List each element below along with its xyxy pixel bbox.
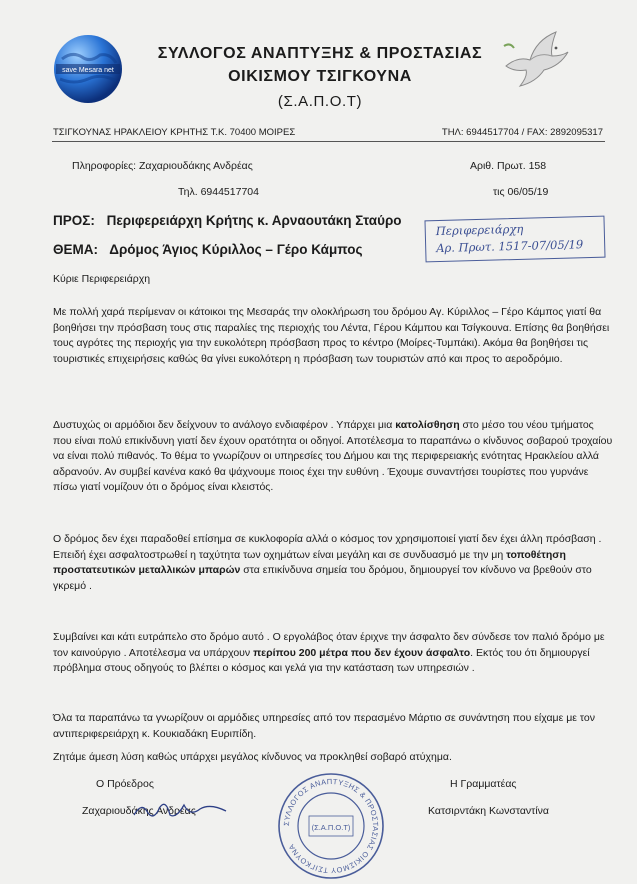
paragraph-6: Ζητάμε άμεση λύση καθώς υπάρχει μεγάλος κίνδυνος να προκληθεί σοβαρό ατύχημα.: [53, 751, 452, 763]
subject-text: Δρόμος Άγιος Κύριλλος – Γέρο Κάμπος: [109, 242, 363, 257]
recipient-label: ΠΡΟΣ:: [53, 213, 95, 228]
protocol-number: Αριθ. Πρωτ. 158: [470, 160, 547, 172]
recipient-line: [53, 213, 402, 228]
globe-logo-icon: [52, 33, 124, 105]
org-contact: ΤΗΛ: 6944517704 / FAX: 2892095317: [441, 127, 603, 138]
paragraph-4: Συμβαίνει και κάτι ευτράπελο στο δρόμο αυτό . Ο εργολάβος όταν έριχνε την άσφαλτο δεν σύνδεσε τον παλιό δρόμο με τον καινούργιο . Αποτέλεσμα να υπάρχουν περίπου 200 μέτρα που δεν έχουν άσφαλτο. Εκτός του ότι δημιουργεί πρόβλημα στους οδηγούς το βλέπει ο κόσμος και γελά για την κατάσταση των υπηρεσιών .: [53, 631, 605, 675]
paragraph-1: Με πολλή χαρά περίμεναν οι κάτοικοι της Μεσαράς την ολοκλήρωση του δρόμου Αγ. Κύριλλος – Γέρο Κάμπος γιατί θα βοηθήσει την πρόσβαση τους στις παραλίες της περιοχής του Λέντα, Γέρου Κάμπου και Τσίγκουνα. Επίσης θα βοηθήσει τους αγρότες της περιοχής για την ευκολότερη πρόσβαση προς το κέντρο (Μοίρες-Τυμπάκι). Ακόμα θα βοηθήσει τις τουριστικές επιχειρήσεις καθώς θα γίνει ευκολότερη η πρόσβαση των τουριστών από και προς το αεροδρόμιο.: [53, 306, 610, 365]
bold-unpaved: περίπου 200 μέτρα που δεν έχουν άσφαλτο: [253, 646, 471, 659]
letter-date: τις 06/05/19: [493, 186, 549, 198]
dove-logo-icon: [500, 26, 572, 92]
paragraph-5: Όλα τα παραπάνω τα γνωρίζουν οι αρμόδιες υπηρεσίες από τον περασμένο Μάρτιο σε συνάντηση που είχαμε με τον αντιπεριφερειάρχη κ. Κουκιαδάκη Ευριπίδη.: [53, 712, 595, 740]
handwritten-signature: [130, 797, 230, 823]
bold-landslide: κατολίσθηση: [395, 419, 460, 431]
org-address: ΤΣΙΓΚΟΥΝΑΣ ΗΡΑΚΛΕΙΟΥ ΚΡΗΤΗΣ Τ.Κ. 70400 ΜΟΙΡΕΣ: [53, 127, 296, 138]
secretary-name: Κατσιρντάκη Κωνσταντίνα: [428, 805, 549, 817]
org-name-line1: ΣΥΛΛΟΓΟΣ ΑΝΑΠΤΥΞΗΣ & ΠΡΟΣΤΑΣΙΑΣ: [157, 45, 483, 62]
org-name-line2: ΟΙΚΙΣΜΟΥ ΤΣΙΓΚΟΥΝΑ: [228, 68, 412, 85]
bold-barriers: τοποθέτηση προστατευτικών μεταλλικών μπαρών: [53, 548, 566, 577]
stamp-line1: Περιφερειάρχη: [435, 221, 524, 239]
info-contact: Πληροφορίες: Ζαχαριουδάκης Ανδρέας: [72, 160, 253, 172]
header-divider: [52, 141, 605, 142]
stamp-line2: Αρ. Πρωτ. 1517-07/05/19: [436, 237, 584, 256]
phone-number: Τηλ. 6944517704: [178, 186, 259, 198]
svg-text:save Mesara net: save Mesara net: [62, 67, 114, 74]
salutation: Κύριε Περιφερειάρχη: [53, 273, 151, 285]
president-title: Ο Πρόεδρος: [96, 778, 154, 790]
recipient-name: Περιφερειάρχη Κρήτης κ. Αρναουτάκη Σταύρο: [106, 213, 402, 228]
subject-line: [53, 242, 362, 257]
svg-text:ΣΥΛΛΟΓΟΣ ΑΝΑΠΤΥΞΗΣ & ΠΡΟΣΤΑΣΙΑ: ΣΥΛΛΟΓΟΣ ΑΝΑΠΤΥΞΗΣ & ΠΡΟΣΤΑΣΙΑΣ ΟΙΚΙΣΜΟΥ ΤΣΙΓΚΟΥΝΑ: [281, 776, 381, 876]
svg-text:(Σ.Α.Π.Ο.Τ): (Σ.Α.Π.Ο.Τ): [311, 823, 351, 832]
org-acronym: (Σ.Α.Π.Ο.Τ): [277, 93, 363, 110]
paragraph-2: Δυστυχώς οι αρμόδιοι δεν δείχνουν το ανάλογο ενδιαφέρον . Υπάρχει μια κατολίσθηση στο μέσο του νέου τμήματος που είναι πολύ επικίνδυνη γιατί δεν έχουν ορατότητα οι οδηγοί. Αποτέλεσμα το παραπάνω ο κίνδυνος σοβαρού τροχαίου να είναι πολύ πιθανός. Το θέμα το γνωρίζουν οι υπηρεσίες του Δήμου και της περιφερειακής ενότητας Ηρακλείου αλλά αδρανούν. Αν συμβεί κανένα κακό θα ψάχνουμε ποιος έχει την ευθύνη . Έχουμε συναντήσει τουρίστες που γυρνάνε πίσω γιατί νομίζουν ότι ο δρόμος είναι κλειστός.: [53, 419, 613, 494]
subject-label: ΘΕΜΑ:: [53, 242, 98, 257]
secretary-title: Η Γραμματέας: [450, 778, 517, 790]
paragraph-3: Ο δρόμος δεν έχει παραδοθεί επίσημα σε κυκλοφορία αλλά ο κόσμος τον χρησιμοποιεί γιατί δεν έχει άλλη πρόσβαση . Επειδή έχει ασφαλτοστρωθεί η ταχύτητα των οχημάτων είναι μεγάλη και σε συνδυασμό με την μη τοποθέτηση προστατευτικών μεταλλικών μπαρών στα επικίνδυνα σημεία του δρόμου, δημιουργεί τον κίνδυνο να βρεθούν στο γκρεμό .: [53, 533, 602, 592]
president-name: Ζαχαριουδάκης Ανδρέας: [82, 805, 196, 817]
association-seal: [275, 770, 387, 882]
received-stamp: [424, 216, 605, 263]
